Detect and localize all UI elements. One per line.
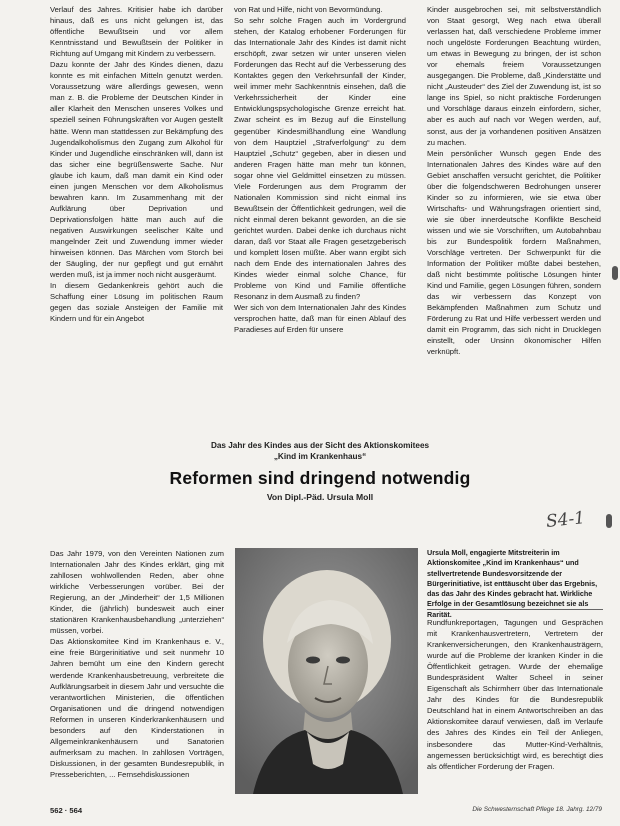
kicker-line: Das Jahr des Kindes aus der Sicht des Aktionskomitees: [210, 441, 430, 450]
portrait-image: [235, 548, 418, 794]
lower-left-column: [50, 548, 224, 806]
paragraph: Verlauf des Jahres. Kritisier habe ich darüber hinaus, daß es uns nicht gelungen ist, das öffentliche Bewußtsein und vor allem Kenntnisstand und Bewußtsein der Politiker in Richtung auf Umgang mit Kindern zu verbessern.: [50, 5, 223, 59]
paragraph: In diesem Gedankenkreis gehört auch die Schaffung einer Lösung im politischen Raum gegen das soziale Ansteigen der Familie mit Kindern und für ein Angebot: [50, 281, 223, 324]
portrait-photo: [235, 548, 418, 794]
paragraph: Das Aktionskomitee Kind im Krankenhaus e. V., eine freie Bürgerinitiative und seit nunmehr 10 Jahren bemüht um eine den Kindern gerecht werdende Krankenhausbetreuung, verbreitete die Aufklärungsarbeit in diesem Jahr und versuchte die verantwortlichen Ministerien, die öffentlichen Organisationen und die dringend notwendigen Reformen in unseren Kinderkrankenhäusern und besonders auf den Kinderstationen in Allgemeinkrankenhäusern und Sanatorien aufmerksam zu machen. In zahllosen Vorträgen, Diskussionen, in der gesamten Bundesrepublik, in Presseberichten, ... Fernsehdiskussionen: [50, 637, 224, 779]
paragraph: von Rat und Hilfe, nicht von Bevormündung.: [234, 5, 383, 14]
paragraph: Mein persönlicher Wunsch gegen Ende des Internationalen Jahres des Kindes wäre auf den Gebiet anschaffen versucht gerichtet, die Politiker über die folgendschweren Bedrohungen unserer Kinder so zu informieren, wie sie etwa über Wirtschafts- und Währungsfragen orientiert sind, wie sie über innerdeutsche Konflikte Bescheid wissen und wie sie Vorschriften, um Autobahnbau bis zur Bundespolitik fordern Maßnahmen, Vorschläge vertreten. Der Schwerpunkt für die Information der Politiker müßte dabei bestehen, daß nicht bestimmte politische Lösungen hinter Kind und Familie, gegen Lösungen führen, sondern das wir verbessern das Konzept von Bekämpfenden Maßnahmen zum Schutz und Förderung zu Rat und Hilfe verbessert werden und damit ein Programm, das sich nicht in Drucklegen einstellt, oder Unsinn ökonomischer Hilfen verknüpft.: [427, 148, 601, 357]
page-edge-mark: [606, 514, 612, 528]
paragraph: Das Jahr 1979, von den Vereinten Nationen zum Internationalen Jahr des Kindes erklärt, ging mit zahllosen wohlwollenden Reden, aber ohne wirkliche Verbesserungen vorüber. Bei der Regierung, an der „Minderheit“ der 1,5 Millionen Kinder, die (jährlich) bundesweit auch einer stationären Krankenhausbehandlung „unterziehen“ müssen, vorbei.: [50, 549, 224, 636]
paragraph: So sehr solche Fragen auch im Vordergrund stehen, der Katalog erhobener Forderungen für das Internationale Jahr des Kindes ist damit nicht erschöpft, zwar setzen wir unter unseren vielen Forderungen das Recht auf die Verbesserung des Kontaktes gegen den Verkehrsunfall der Kinder, weil immer mehr Sachkenntnis einsehen, daß die Verkehrssicherheit der Kinder eine Entwicklungspsychologische Grenze erreicht hat. Zwar scheint es im Bezug auf die Einstellung gegenüber Kindesmißhandlung eine Wandlung von dem Hauptziel „Strafverfolgung“ zu dem Hauptziel „Schutz“ gegeben, aber in diesen und anderen Fragen hätte man mehr tun können, sogar ohne viel Geldmittel einsetzen zu müssen. Viele Forderungen aus dem Programm der Nationalen Kommission sind nicht einmal ins Bewußtsein der Öffentlichkeit gedrungen, weil die nicht einmal deren bekannt geworden, an die sie gerichtet wurden. Dabei denke ich durchaus nicht daran, daß vor Staat alle Fragen gesetzgeberisch und komplett lösen müßte. Aber wann ergibt sich nach dem Ende des internationalen Jahres des Kindes wieder einmal solche Chance, für Probleme von Kind und Familie öffentliche Resonanz in dem Ausmaß zu finden?: [234, 16, 406, 302]
article-headline: Reformen sind dringend notwendig: [169, 468, 471, 488]
page-number: 562 · 564: [50, 806, 83, 815]
photo-caption: Ursula Moll, engagierte Mitstreiterin im Aktionskomitee „Kind im Krankenhaus“ und stellvertretende Bundesvorsitzende der Bürgerinitiative, ist enttäuscht über das Ergebnis, das das Jahr des Kindes gebracht hat. Wirkliche Erfolge in der Gesamtlösung bezeichnet sie als Rarität.: [427, 548, 598, 619]
top-column-1: [50, 4, 223, 324]
top-column-3: [427, 4, 601, 357]
article-kicker: [130, 441, 510, 462]
journal-footer: Die Schwesternschaft Pflege 18. Jahrg. 12/79: [472, 806, 602, 813]
handwritten-note: S4-1: [545, 508, 586, 532]
lower-right-column: [427, 617, 603, 804]
kicker-line: „Kind im Krankenhaus“: [273, 451, 367, 461]
divider: [427, 609, 603, 610]
top-column-2: [234, 4, 406, 335]
paragraph: Kinder ausgebrochen sei, mit selbstverständlich von Staat gesorgt, Weg nach etwa überall verlassen hat, daß verschiedene Probleme immer noch ungelöste Forderungen Beachtung würden, um etwas in Bewegung zu bringen, der ist schon vor ehemals freiem Voraussetzungen ausgegangen. Die Probleme, daß „Kinderstätte und nicht „Austeuder“ des Ziel der Zuwendung ist, ist so lange ins Spiel, so nicht praktische Forderungen und Vorschläge daraus einzeln einfordern, sicher, aber es auch auf nach vor Wegen werden, auf, sonst, aus der ja vorhandenen positiven Ansätzen zu machen.: [427, 5, 601, 147]
paragraph: Wer sich von dem Internationalen Jahr des Kindes versprochen hatte, daß man für einen Ablauf des Paradieses auf Erden für unsere: [234, 303, 406, 335]
page-edge-mark: [612, 266, 618, 280]
article-byline: Von Dipl.-Päd. Ursula Moll: [266, 492, 374, 502]
paragraph: Dazu konnte der Jahr des Kindes dienen, dazu konnte es mit einfachen Mitteln genutzt werden. Voraussetzung wäre allerdings gewesen, wenn man z. B. die Probleme der Deutschen Kinder in aller Klarheit den Menschen unseres Volkes und speziell seinen Führungskräften vor Augen gestellt hätte. Wenn man stattdessen zur Bekämpfung des Jugendalkoholismus den Zugang zum Alkohol für Kinder und Jugendliche einschränken will, dann ist das sicher eine begrüßenswerte Sache. Nur glaube ich kaum, daß man damit ein Kind oder einen jungen Menschen vor dem Alkoholismus bewahren kann. Im Zusammenhang mit der Aufklärung über Deprivation und Deprivationsfolgen hätte man auch auf die negativen Auswirkungen seelischer Kälte und mangelnder Zeit und Zuwendung immer wieder hinweisen können. Das Märchen vom Storch bei der Säugling, der nur gepflegt und gut ernährt werden muß, ist ja immer noch nicht ausgeräumt.: [50, 60, 223, 280]
paragraph: Rundfunkreportagen, Tagungen und Gesprächen mit Krankenhausvertretern, Vertretern der Krankenversicherungen, den Krankenhausträgern, wurde auf die Probleme der kranken Kinder in die Öffentlichkeit getragen. Wurde der ehemalige Bundespräsident Walter Scheel in seiner Eigenschaft als Schirmherr über das Internationale Jahr des Kindes für die Bundesrepublik Deutschland hat in einem Antwortschreiben an das Aktionskomitee darauf verwiesen, daß im Verlaufe des Jahres des Kindes ein Teil der Anliegen, insbesondere das Mutter-Kind-Verhältnis, angemessen berücksichtigt wird, es berechtigt dies als öffentlicher Forderung der Fragen.: [427, 618, 603, 771]
